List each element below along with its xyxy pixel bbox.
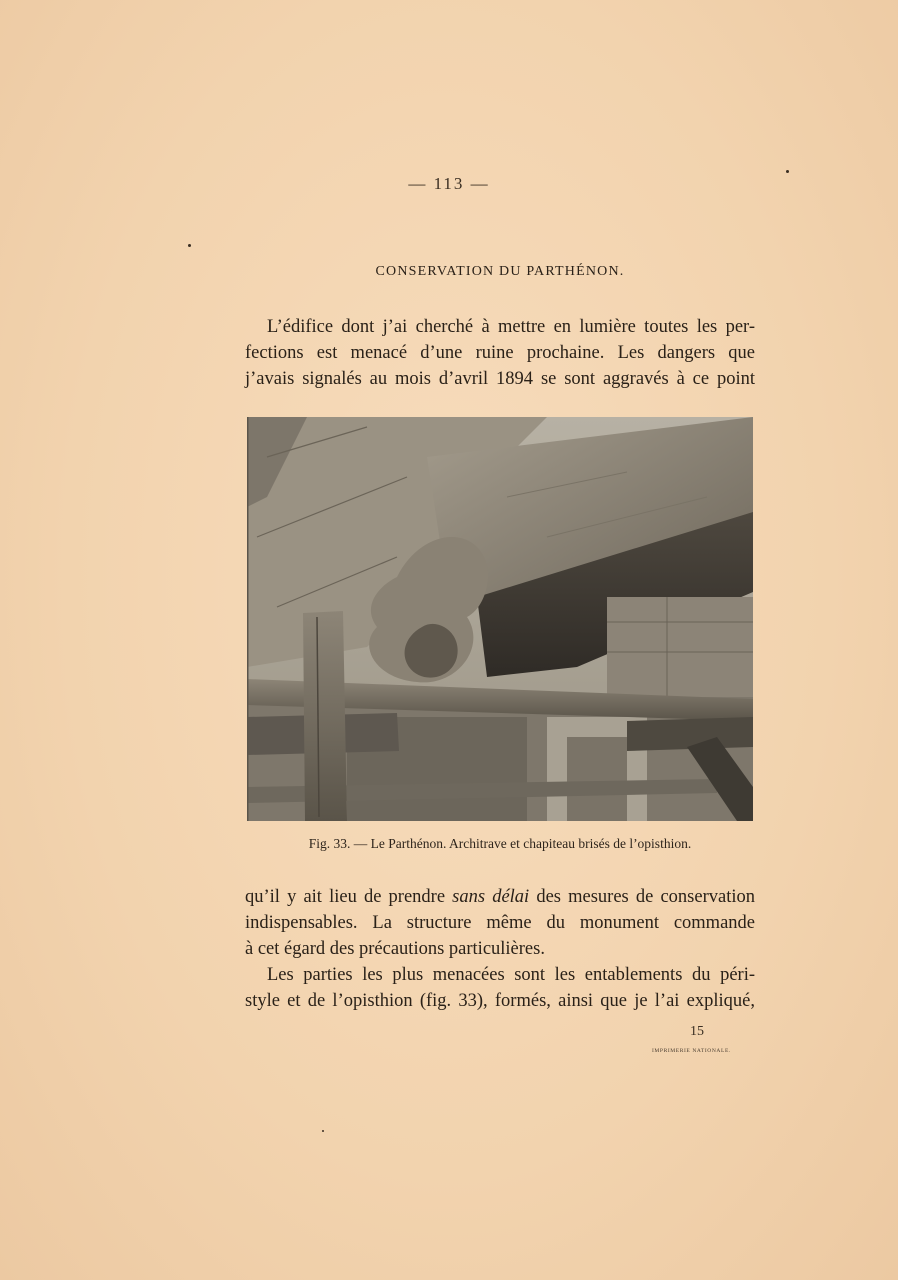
figure-caption: Fig. 33. — Le Parthénon. Architrave et chapiteau brisés de l’opisthion. bbox=[308, 836, 692, 851]
text-line bbox=[245, 884, 755, 910]
paper-speck bbox=[322, 1130, 324, 1132]
text-line: à cet égard des précautions particulières. bbox=[245, 939, 545, 959]
parthenon-architrave-photo bbox=[247, 417, 753, 821]
figure-photograph bbox=[247, 417, 753, 821]
paragraph-conservation bbox=[245, 884, 755, 962]
imprint-line: IMPRIMERIE NATIONALE. bbox=[652, 1048, 731, 1054]
paragraph-intro bbox=[245, 314, 755, 392]
paper-speck bbox=[786, 170, 789, 173]
text-line: indispensables. La structure même du monument commande bbox=[245, 913, 755, 933]
paragraph-threatened-parts bbox=[245, 962, 755, 1014]
text-run: des mesures de conservation bbox=[529, 887, 755, 907]
signature-mark: 15 bbox=[690, 1024, 704, 1039]
emphasis-text: sans délai bbox=[452, 887, 530, 907]
text-run: qu’il y ait lieu de prendre bbox=[245, 887, 453, 907]
text-line: L’édifice dont j’ai cherché à mettre en lumière toutes les per- bbox=[267, 317, 755, 337]
text-line: j’avais signalés au mois d’avril 1894 se sont aggravés à ce point bbox=[245, 369, 755, 389]
text-line: fections est menacé d’une ruine prochaine. Les dangers que bbox=[245, 343, 755, 363]
chapter-title: CONSERVATION DU PARTHÉNON. bbox=[375, 264, 625, 279]
text-line: style et de l’opisthion (fig. 33), formés, ainsi que je l’ai expliqué, bbox=[245, 991, 755, 1011]
text-line: Les parties les plus menacées sont les entablements du péri- bbox=[267, 965, 755, 985]
page-number: — 113 — bbox=[408, 174, 490, 193]
paper-speck bbox=[188, 244, 191, 247]
